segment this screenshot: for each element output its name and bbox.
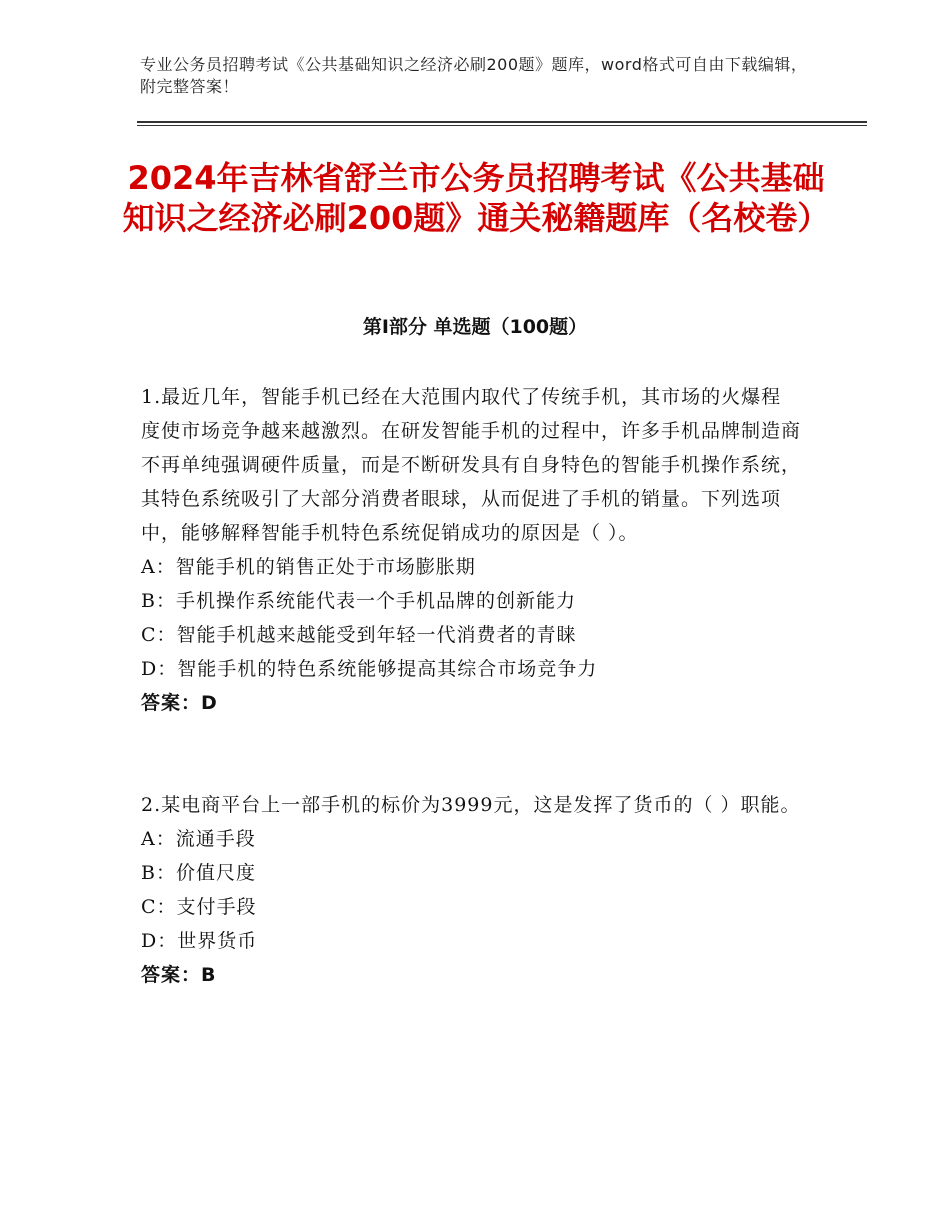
option-c: C：支付手段 <box>141 896 257 918</box>
answer: 答案：B <box>141 964 217 986</box>
option-d: D：智能手机的特色系统能够提高其综合市场竞争力 <box>141 658 598 680</box>
option-a: A：流通手段 <box>141 828 256 850</box>
document-title: 2024年吉林省舒兰市公务员招聘考试《公共基础知识之经济必刷200题》通关秘籍题库（名校卷） <box>122 159 830 237</box>
question-1 <box>141 380 801 720</box>
question-stem: 2.某电商平台上一部手机的标价为3999元，这是发挥了货币的（ ）职能。 <box>141 794 801 816</box>
question-stem: 1.最近几年，智能手机已经在大范围内取代了传统手机，其市场的火爆程度使市场竞争越来越激烈。在研发智能手机的过程中，许多手机品牌制造商不再单纯强调硬件质量，而是不断研发具有自身特色的智能手机操作系统，其特色系统吸引了大部分消费者眼球，从而促进了手机的销量。下列选项中，能够解释智能手机特色系统促销成功的原因是（ ）。 <box>141 386 802 544</box>
option-d: D：世界货币 <box>141 930 258 952</box>
option-b: B：价值尺度 <box>141 862 256 884</box>
option-c: C：智能手机越来越能受到年轻一代消费者的青睐 <box>141 624 577 646</box>
header-note: 专业公务员招聘考试《公共基础知识之经济必刷200题》题库，word格式可自由下载编辑，附完整答案！ <box>140 55 808 96</box>
header-divider-thick <box>137 121 867 123</box>
answer: 答案：D <box>141 692 218 714</box>
question-2 <box>141 788 801 992</box>
section-title: 第Ⅰ部分 单选题（100题） <box>362 316 588 338</box>
header-divider-thin <box>137 125 867 126</box>
option-a: A：智能手机的销售正处于市场膨胀期 <box>141 556 476 578</box>
option-b: B：手机操作系统能代表一个手机品牌的创新能力 <box>141 590 576 612</box>
